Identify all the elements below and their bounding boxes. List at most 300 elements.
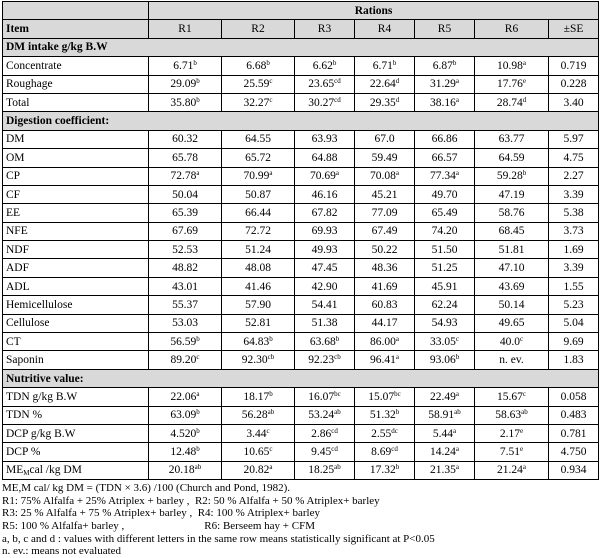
cell-value: 86.00 bbox=[370, 335, 396, 348]
item-header: Item bbox=[3, 20, 149, 38]
table-cell bbox=[222, 185, 295, 203]
table-cell bbox=[549, 185, 599, 203]
significance-letter: d bbox=[522, 95, 527, 104]
significance-letter: d bbox=[395, 77, 400, 86]
table-row bbox=[3, 443, 599, 461]
cell-value: 57.90 bbox=[245, 298, 271, 311]
row-label: Hemicellulose bbox=[3, 296, 149, 314]
header-row-top bbox=[3, 2, 599, 20]
significance-letter: a bbox=[455, 389, 459, 398]
table-cell bbox=[549, 461, 599, 479]
cell-value: 21.24 bbox=[497, 464, 523, 477]
table-cell bbox=[415, 388, 475, 406]
cell-value: 58.76 bbox=[498, 206, 525, 219]
cell-value: 45.21 bbox=[371, 188, 398, 201]
column-header: R5 bbox=[415, 20, 475, 38]
cell-value: 22.49 bbox=[430, 390, 456, 403]
cell-value: 5.44 bbox=[432, 427, 453, 440]
section-header-row bbox=[3, 112, 599, 130]
cell-value: 77.34 bbox=[430, 170, 456, 183]
table-cell bbox=[355, 130, 415, 148]
table-cell bbox=[415, 149, 475, 167]
cell-value: 28.74 bbox=[496, 96, 523, 109]
cell-value: 41.69 bbox=[371, 280, 398, 293]
table-cell bbox=[149, 204, 222, 222]
table-cell bbox=[149, 406, 222, 424]
cell-value: 4.520 bbox=[170, 427, 197, 440]
cell-value: 66.86 bbox=[431, 133, 458, 146]
cell-value: 5.04 bbox=[563, 317, 584, 330]
cell-value: 66.44 bbox=[245, 206, 271, 219]
cell-value: 54.41 bbox=[311, 298, 338, 311]
cell-value: 20.82 bbox=[243, 464, 270, 477]
table-cell bbox=[549, 406, 599, 424]
column-header: R1 bbox=[149, 20, 222, 38]
table-cell bbox=[355, 443, 415, 461]
table-cell bbox=[295, 333, 355, 351]
table-cell bbox=[355, 424, 415, 442]
table-cell bbox=[475, 149, 549, 167]
significance-letter: ab bbox=[267, 408, 275, 417]
cell-value: 48.82 bbox=[172, 262, 198, 275]
cell-value: 56.28 bbox=[241, 409, 268, 422]
table-row bbox=[3, 185, 599, 203]
cell-value: 5.97 bbox=[563, 133, 584, 146]
cell-value: 16.07 bbox=[308, 390, 335, 403]
cell-value: 0.781 bbox=[560, 427, 587, 440]
table-row bbox=[3, 424, 599, 442]
significance-letter: a bbox=[395, 334, 399, 343]
cell-value: 8.69 bbox=[371, 446, 392, 459]
table-cell bbox=[222, 75, 295, 93]
table-cell bbox=[149, 277, 222, 295]
cell-value: 42.90 bbox=[311, 280, 338, 293]
significance-letter: c bbox=[455, 334, 459, 343]
significance-letter: c bbox=[520, 334, 524, 343]
cell-value: 14.24 bbox=[430, 446, 456, 459]
cell-value: 25.59 bbox=[243, 78, 270, 91]
significance-letter: b bbox=[335, 334, 340, 343]
significance-letter: b bbox=[193, 58, 197, 67]
table-cell bbox=[295, 185, 355, 203]
table-cell bbox=[355, 314, 415, 332]
cell-value: 22.64 bbox=[369, 78, 396, 91]
significance-letter: b bbox=[455, 353, 460, 362]
table-cell bbox=[295, 406, 355, 424]
significance-letter: b bbox=[196, 445, 200, 454]
table-cell bbox=[475, 424, 549, 442]
table-cell bbox=[415, 167, 475, 185]
cell-value: 67.49 bbox=[371, 225, 398, 238]
cell-value: 67.69 bbox=[172, 225, 198, 238]
table-cell bbox=[475, 333, 549, 351]
row-label: Roughage bbox=[3, 75, 149, 93]
table-cell bbox=[149, 149, 222, 167]
row-label: CP bbox=[3, 167, 149, 185]
significance-letter: ab bbox=[334, 408, 341, 417]
table-cell bbox=[475, 130, 549, 148]
table-cell bbox=[415, 461, 475, 479]
cell-value: 3.39 bbox=[563, 188, 584, 201]
table-cell bbox=[475, 351, 549, 369]
table-cell bbox=[415, 57, 475, 75]
results-table-container bbox=[2, 1, 598, 558]
table-cell bbox=[222, 241, 295, 259]
cell-value: 64.55 bbox=[245, 133, 271, 146]
table-cell bbox=[475, 406, 549, 424]
column-header: R6 bbox=[475, 20, 549, 38]
table-cell bbox=[355, 259, 415, 277]
footnote-r1: R1: 75% Alfalfa + 25% Atriplex + barley , bbox=[2, 494, 190, 507]
table-cell bbox=[355, 333, 415, 351]
cell-value: 89.20 bbox=[170, 354, 197, 367]
table-cell bbox=[549, 130, 599, 148]
table-cell bbox=[149, 443, 222, 461]
cell-value: 15.67 bbox=[497, 390, 523, 403]
table-cell bbox=[222, 388, 295, 406]
significance-letter: e bbox=[522, 77, 526, 86]
significance-letter: cb bbox=[267, 353, 275, 362]
table-cell bbox=[222, 222, 295, 240]
significance-letter: b bbox=[452, 58, 457, 67]
row-label: TDN % bbox=[3, 406, 149, 424]
table-cell bbox=[355, 57, 415, 75]
row-label: DCP % bbox=[3, 443, 149, 461]
section-header-row bbox=[3, 369, 599, 387]
table-cell bbox=[295, 130, 355, 148]
cell-value: 2.27 bbox=[563, 170, 584, 183]
section-title: DM intake g/kg B.W bbox=[3, 38, 599, 56]
cell-value: 6.62 bbox=[312, 59, 333, 72]
cell-value: 51.32 bbox=[369, 409, 396, 422]
table-cell bbox=[149, 57, 222, 75]
table-cell bbox=[295, 241, 355, 259]
footnote-r2: R2: 50 % Alfalfa + 50 % Atriplex+ barley bbox=[194, 494, 380, 507]
cell-value: 64.88 bbox=[311, 151, 338, 164]
row-label bbox=[3, 461, 149, 479]
cell-value: 45.91 bbox=[431, 280, 458, 293]
table-cell bbox=[549, 204, 599, 222]
cell-value: 47.45 bbox=[311, 262, 338, 275]
significance-letter: d bbox=[395, 95, 400, 104]
table-cell bbox=[415, 204, 475, 222]
table-cell bbox=[295, 277, 355, 295]
table-cell bbox=[475, 296, 549, 314]
table-cell bbox=[295, 424, 355, 442]
row-label: Saponin bbox=[3, 351, 149, 369]
significance-letter: c bbox=[269, 77, 273, 86]
row-label: Cellulose bbox=[3, 314, 149, 332]
table-cell bbox=[549, 259, 599, 277]
table-cell bbox=[415, 333, 475, 351]
footnote-r3: R3: 25 % Alfalfa + 75 % Atriplex+ barley , bbox=[2, 507, 193, 520]
cell-value: 60.83 bbox=[371, 298, 398, 311]
cell-value: 49.93 bbox=[311, 243, 338, 256]
cell-value: 6.87 bbox=[432, 59, 453, 72]
table-cell bbox=[149, 259, 222, 277]
table-cell bbox=[222, 277, 295, 295]
significance-letter: c bbox=[522, 389, 526, 398]
row-label: DM bbox=[3, 130, 149, 148]
table-cell bbox=[355, 185, 415, 203]
table-cell bbox=[415, 93, 475, 111]
significance-letter: c bbox=[266, 426, 270, 435]
table-cell bbox=[295, 57, 355, 75]
cell-value: 51.38 bbox=[311, 317, 338, 330]
table-row bbox=[3, 57, 599, 75]
table-row bbox=[3, 75, 599, 93]
table-row bbox=[3, 388, 599, 406]
footnote-r5: R5: 100 % Alfalfa+ barley , bbox=[2, 519, 125, 532]
cell-value: 6.71 bbox=[372, 59, 393, 72]
significance-letter: a bbox=[522, 463, 526, 472]
significance-letter: c bbox=[196, 353, 200, 362]
cell-value: 69.93 bbox=[311, 225, 338, 238]
table-cell bbox=[149, 75, 222, 93]
cell-value: 3.39 bbox=[563, 262, 584, 275]
cell-value: 68.45 bbox=[498, 225, 525, 238]
table-cell bbox=[149, 296, 222, 314]
table-cell bbox=[222, 259, 295, 277]
significance-letter: a bbox=[269, 463, 273, 472]
table-cell bbox=[295, 296, 355, 314]
cell-value: 72.72 bbox=[245, 225, 271, 238]
table-cell bbox=[355, 149, 415, 167]
cell-value: 49.70 bbox=[431, 188, 458, 201]
significance-letter: cd bbox=[331, 426, 338, 435]
rations-table bbox=[2, 1, 599, 480]
row-label: NFE bbox=[3, 222, 149, 240]
table-cell bbox=[415, 314, 475, 332]
column-header: R4 bbox=[355, 20, 415, 38]
footnote-r5-r6 bbox=[2, 520, 598, 533]
table-cell bbox=[149, 93, 222, 111]
table-cell bbox=[475, 388, 549, 406]
cell-value: 70.69 bbox=[310, 170, 336, 183]
significance-letter: cb bbox=[334, 353, 341, 362]
footnote-r6: R6: Berseem hay + CFM bbox=[204, 519, 315, 532]
significance-letter: c bbox=[269, 95, 273, 104]
cell-value: 43.69 bbox=[498, 280, 525, 293]
table-cell bbox=[475, 259, 549, 277]
cell-value: 0.719 bbox=[560, 59, 587, 72]
cell-value: 58.63 bbox=[495, 409, 522, 422]
table-row bbox=[3, 149, 599, 167]
significance-letter: b bbox=[332, 58, 337, 67]
table-cell bbox=[149, 314, 222, 332]
significance-letter: a bbox=[395, 169, 399, 178]
cell-value: 29.09 bbox=[170, 78, 197, 91]
cell-value: 18.25 bbox=[308, 464, 335, 477]
cell-value: 92.30 bbox=[241, 354, 268, 367]
table-row bbox=[3, 130, 599, 148]
cell-value: 3.40 bbox=[563, 96, 584, 109]
cell-value: 50.04 bbox=[172, 188, 198, 201]
table-cell bbox=[355, 241, 415, 259]
significance-letter: a bbox=[455, 77, 459, 86]
cell-value: 67.0 bbox=[374, 133, 395, 146]
cell-value: 12.48 bbox=[170, 446, 197, 459]
significance-letter: b bbox=[392, 58, 397, 67]
table-cell bbox=[222, 406, 295, 424]
significance-letter: cd bbox=[391, 445, 398, 454]
cell-value: 40.0 bbox=[499, 335, 520, 348]
significance-letter: a bbox=[395, 353, 399, 362]
cell-value: 63.68 bbox=[309, 335, 336, 348]
significance-letter: e bbox=[520, 426, 524, 435]
table-cell bbox=[475, 314, 549, 332]
table-cell bbox=[475, 461, 549, 479]
footnote-r1-r2 bbox=[2, 495, 598, 508]
table-cell bbox=[415, 75, 475, 93]
table-cell bbox=[475, 443, 549, 461]
table-row bbox=[3, 241, 599, 259]
significance-letter: b bbox=[196, 426, 200, 435]
significance-letter: c bbox=[269, 445, 273, 454]
table-cell bbox=[475, 57, 549, 75]
cell-value: 18.17 bbox=[243, 390, 270, 403]
cell-value: 41.46 bbox=[245, 280, 271, 293]
cell-value: 58.91 bbox=[428, 409, 455, 422]
table-cell bbox=[355, 388, 415, 406]
table-cell bbox=[415, 222, 475, 240]
table-cell bbox=[415, 443, 475, 461]
section-title: Digestion coefficient: bbox=[3, 112, 599, 130]
table-cell bbox=[355, 296, 415, 314]
table-cell bbox=[222, 167, 295, 185]
footnote-nev: n. ev.: means not evaluated bbox=[2, 545, 122, 558]
table-cell bbox=[475, 204, 549, 222]
cell-value: 23.65 bbox=[308, 78, 335, 91]
table-cell bbox=[222, 333, 295, 351]
table-cell bbox=[222, 461, 295, 479]
table-cell bbox=[549, 149, 599, 167]
section-header-row bbox=[3, 38, 599, 56]
table-row bbox=[3, 93, 599, 111]
table-cell bbox=[549, 222, 599, 240]
table-cell bbox=[295, 259, 355, 277]
table-cell bbox=[295, 443, 355, 461]
significance-letter: a bbox=[455, 445, 459, 454]
table-cell bbox=[549, 57, 599, 75]
table-cell bbox=[549, 296, 599, 314]
rations-header: Rations bbox=[149, 2, 599, 20]
cell-value: 52.53 bbox=[172, 243, 198, 256]
significance-letter: cd bbox=[334, 77, 341, 86]
table-cell bbox=[355, 461, 415, 479]
row-label: Concentrate bbox=[3, 57, 149, 75]
table-cell bbox=[149, 185, 222, 203]
table-cell bbox=[149, 351, 222, 369]
cell-value: 51.24 bbox=[245, 243, 271, 256]
table-row bbox=[3, 296, 599, 314]
row-label: DCP g/kg B.W bbox=[3, 424, 149, 442]
column-header: ±SE bbox=[549, 20, 599, 38]
significance-letter: b bbox=[269, 389, 273, 398]
significance-letter: dc bbox=[391, 426, 398, 435]
significance-letter: b bbox=[395, 463, 400, 472]
cell-value: 22.06 bbox=[170, 390, 197, 403]
section-title: Nutritive value: bbox=[3, 369, 599, 387]
table-cell bbox=[475, 185, 549, 203]
table-cell bbox=[475, 167, 549, 185]
table-cell bbox=[295, 75, 355, 93]
significance-letter: a bbox=[522, 58, 526, 67]
table-cell bbox=[549, 314, 599, 332]
cell-value: 17.76 bbox=[497, 78, 523, 91]
cell-value: 31.29 bbox=[430, 78, 456, 91]
significance-letter: ab bbox=[334, 463, 341, 472]
cell-value: 63.09 bbox=[170, 409, 197, 422]
column-header: R3 bbox=[295, 20, 355, 38]
table-cell bbox=[355, 167, 415, 185]
cell-value: 2.86 bbox=[311, 427, 332, 440]
table-cell bbox=[475, 75, 549, 93]
significance-letter: a bbox=[455, 95, 459, 104]
cell-value: 56.59 bbox=[170, 335, 197, 348]
table-cell bbox=[295, 149, 355, 167]
table-cell bbox=[222, 204, 295, 222]
table-cell bbox=[475, 241, 549, 259]
significance-letter: a bbox=[269, 169, 273, 178]
table-row bbox=[3, 277, 599, 295]
cell-value: 50.87 bbox=[245, 188, 271, 201]
cell-value: 70.99 bbox=[243, 170, 270, 183]
table-cell bbox=[549, 167, 599, 185]
cell-value: 70.08 bbox=[370, 170, 396, 183]
table-row bbox=[3, 259, 599, 277]
table-cell bbox=[355, 204, 415, 222]
significance-letter: a bbox=[455, 463, 459, 472]
cell-value: 0.934 bbox=[560, 464, 587, 477]
table-row bbox=[3, 461, 599, 479]
row-label: ADF bbox=[3, 259, 149, 277]
table-cell bbox=[149, 424, 222, 442]
table-cell bbox=[355, 222, 415, 240]
table-cell bbox=[222, 130, 295, 148]
cell-value: 53.24 bbox=[308, 409, 335, 422]
significance-letter: cd bbox=[331, 445, 338, 454]
cell-value: 74.20 bbox=[431, 225, 458, 238]
cell-value: 63.77 bbox=[498, 133, 525, 146]
table-cell bbox=[222, 424, 295, 442]
cell-value: 5.38 bbox=[563, 206, 584, 219]
cell-value: 0.483 bbox=[560, 409, 587, 422]
cell-value: 4.750 bbox=[560, 446, 587, 459]
cell-value: 67.82 bbox=[311, 206, 338, 219]
significance-letter: a bbox=[335, 169, 339, 178]
cell-value: 9.45 bbox=[311, 446, 332, 459]
table-cell bbox=[295, 388, 355, 406]
table-row bbox=[3, 351, 599, 369]
table-cell bbox=[415, 424, 475, 442]
cell-value: 15.07 bbox=[368, 390, 395, 403]
table-row bbox=[3, 314, 599, 332]
table-cell bbox=[295, 222, 355, 240]
cell-value: 35.80 bbox=[170, 96, 197, 109]
table-cell bbox=[149, 222, 222, 240]
table-cell bbox=[475, 93, 549, 111]
cell-value: 47.10 bbox=[498, 262, 525, 275]
column-header: R2 bbox=[222, 20, 295, 38]
cell-value: 32.27 bbox=[243, 96, 270, 109]
table-cell bbox=[295, 314, 355, 332]
cell-value: 20.18 bbox=[168, 464, 195, 477]
table-cell bbox=[149, 241, 222, 259]
significance-letter: b bbox=[196, 334, 200, 343]
cell-value: 44.17 bbox=[371, 317, 398, 330]
footnote-r4: R4: 100 % Atriplex+ barley bbox=[197, 507, 320, 520]
